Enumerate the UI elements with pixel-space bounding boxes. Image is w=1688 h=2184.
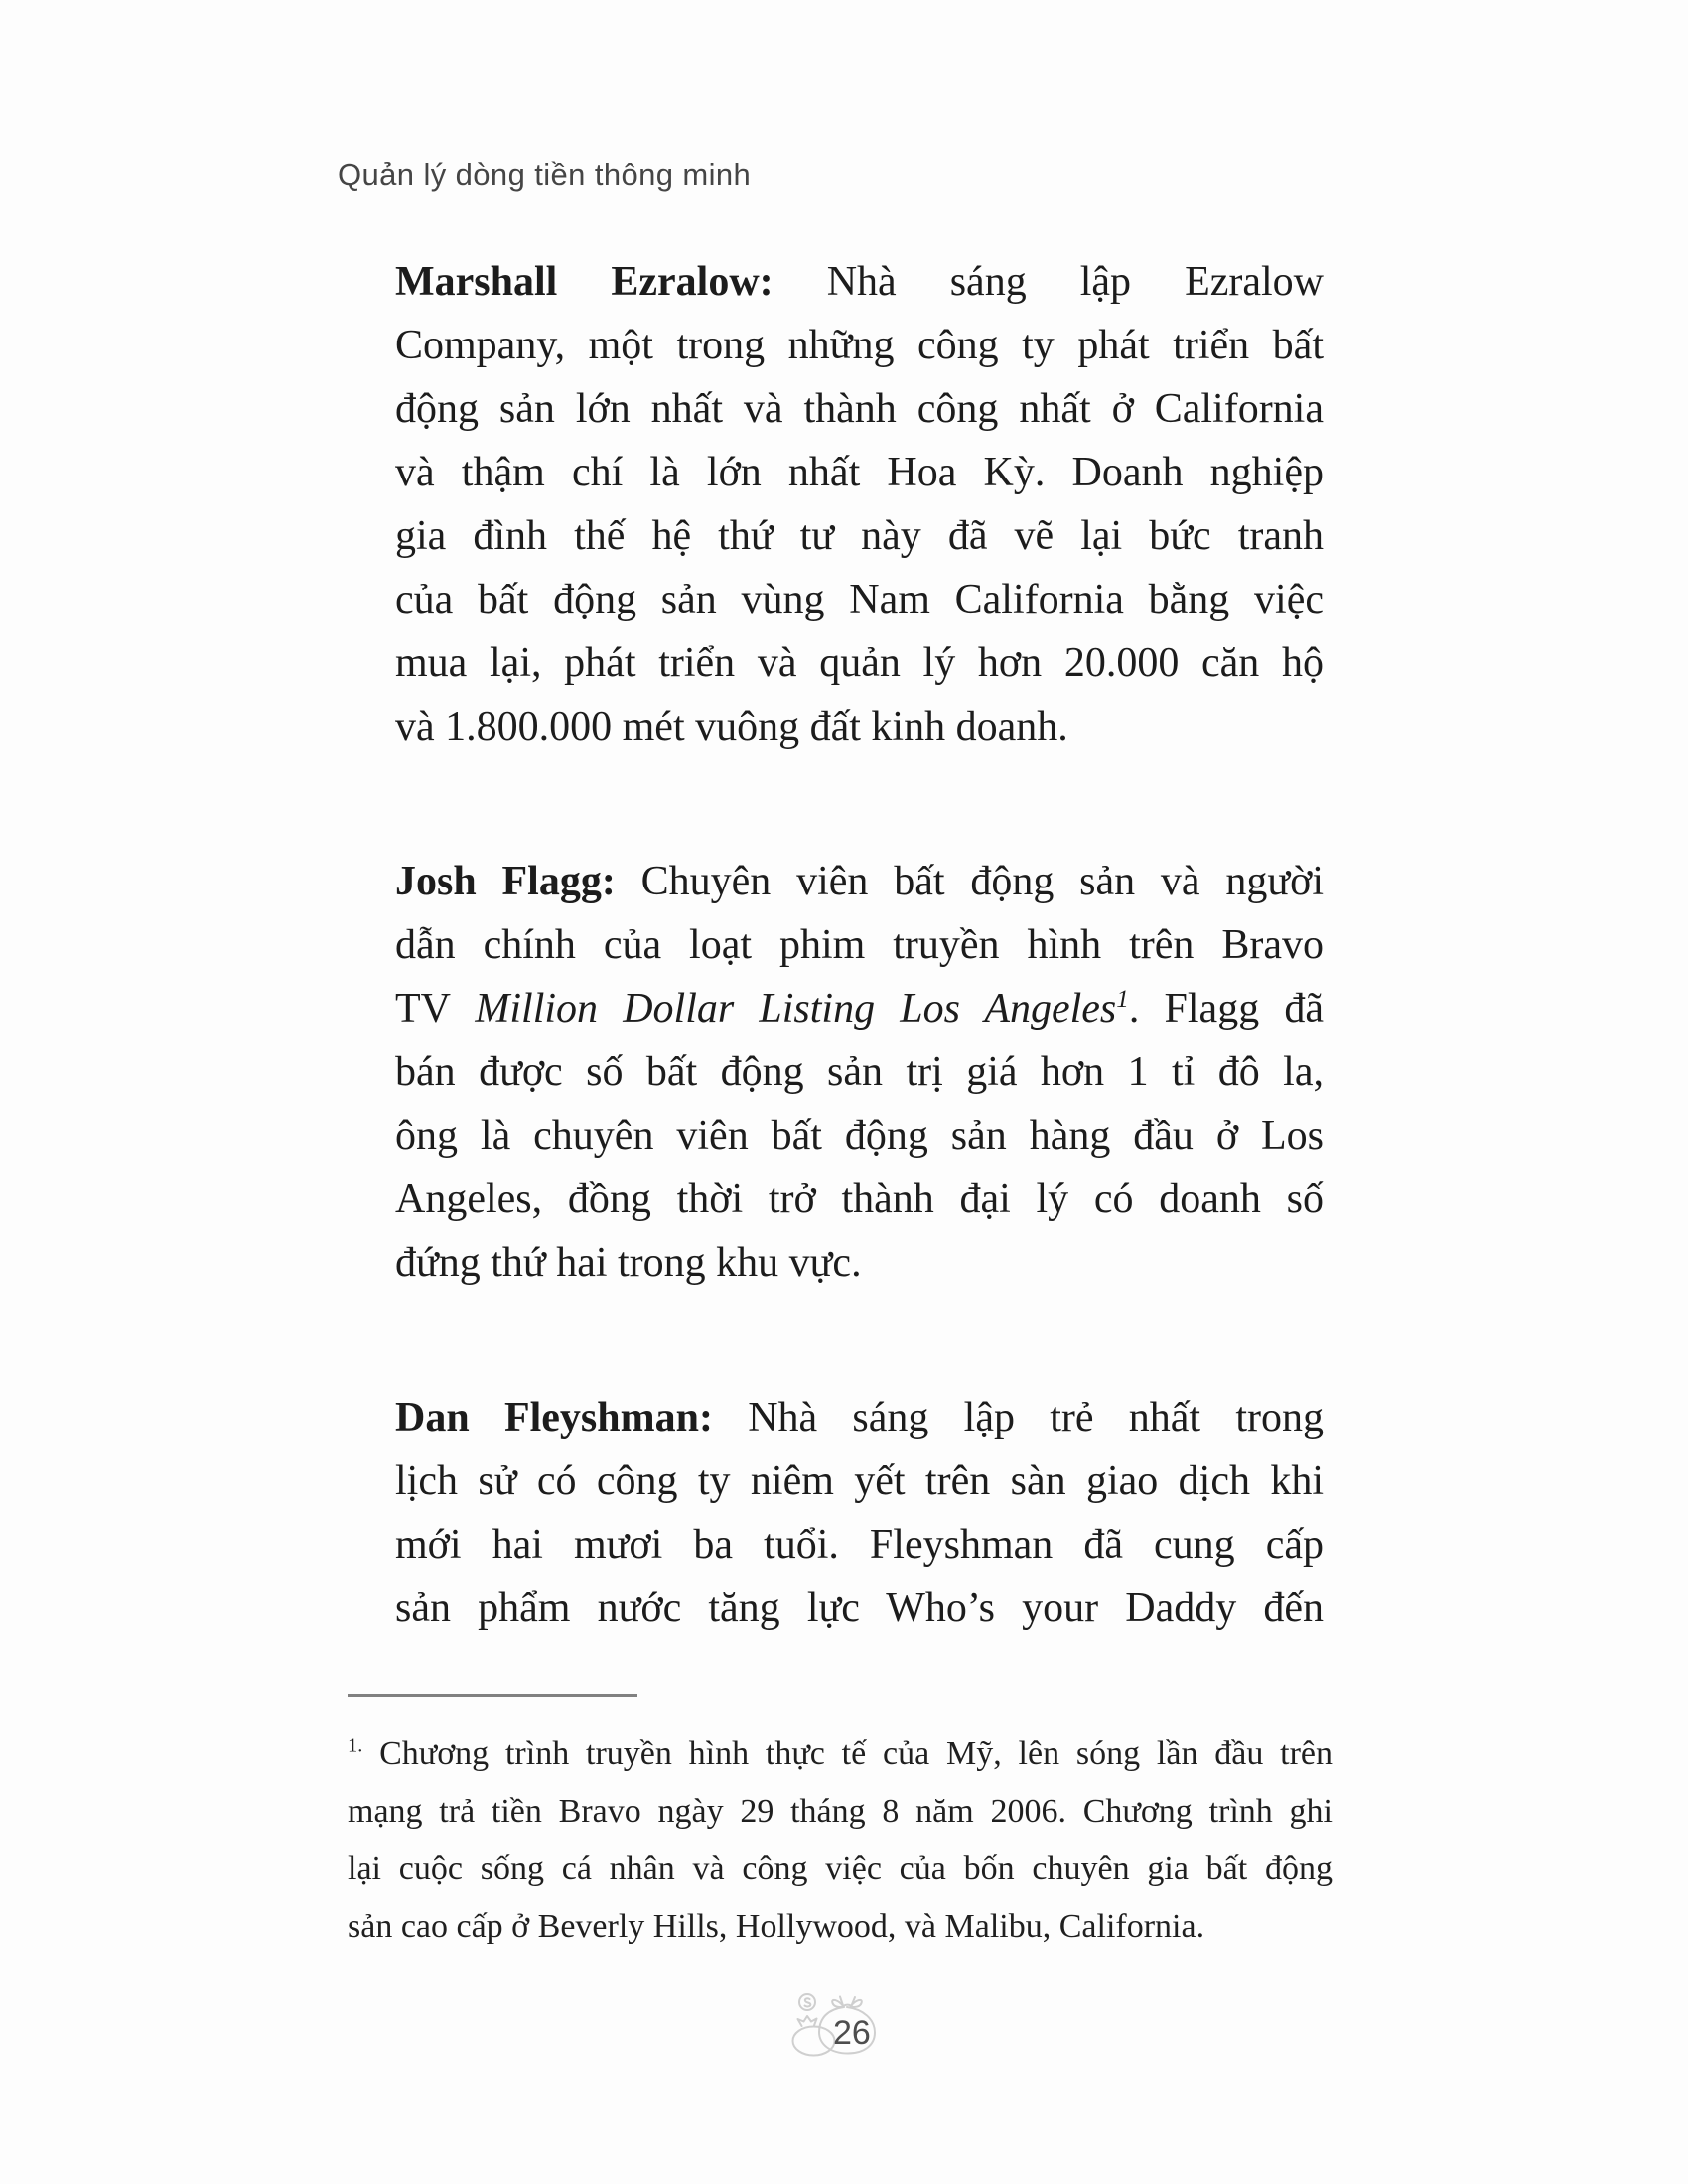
- text-segment: Nhà sáng lập Ezralow: [773, 259, 1325, 305]
- text-segment: Chuyên viên bất động sản và người: [615, 859, 1325, 904]
- text-segment: lịch sử có công ty niêm yết trên sàn giao dịch khi: [395, 1458, 1324, 1504]
- text-segment-sup-italic: 1: [1116, 986, 1129, 1013]
- money-bags-icon: [787, 1979, 889, 2059]
- text-segment: dẫn chính của loạt phim truyền hình trên Bravo: [395, 922, 1324, 968]
- text-segment: Nhà sáng lập trẻ nhất trong: [712, 1395, 1324, 1440]
- footnote-line: [348, 1841, 1333, 1898]
- text-segment: mạng trả tiền Bravo ngày 29 tháng 8 năm 2006. Chương trình ghi: [348, 1793, 1333, 1830]
- body-line: [395, 1576, 1324, 1640]
- text-segment: động sản lớn nhất và thành công nhất ở California: [395, 386, 1324, 432]
- page-footer: [787, 1979, 889, 2059]
- text-segment: TV: [395, 986, 476, 1031]
- text-segment-bold: Dan Fleyshman:: [395, 1395, 713, 1440]
- text-segment: mới hai mươi ba tuổi. Fleyshman đã cung cấp: [395, 1522, 1324, 1568]
- body-line: [395, 977, 1324, 1040]
- text-segment: mua lại, phát triển và quản lý hơn 20.000 căn hộ: [395, 640, 1324, 686]
- text-segment: sản cao cấp ở Beverly Hills, Hollywood, và Malibu, California.: [348, 1908, 1205, 1945]
- body-line: [395, 1040, 1324, 1104]
- body-line: [395, 568, 1324, 631]
- paragraph: [395, 1386, 1324, 1640]
- body-line: [395, 631, 1324, 695]
- body-line: [395, 1231, 1324, 1295]
- running-header: Quản lý dòng tiền thông minh: [338, 157, 752, 192]
- body-line: [395, 850, 1324, 913]
- paragraph: [395, 850, 1324, 1295]
- body-line: [395, 1386, 1324, 1449]
- text-segment-italic: Million Dollar Listing Los Angeles: [475, 986, 1117, 1031]
- text-segment-bold: Marshall Ezralow:: [395, 259, 774, 305]
- text-segment: lại cuộc sống cá nhân và công việc của bốn chuyên gia bất động: [348, 1850, 1333, 1887]
- body-paragraphs: [395, 250, 1324, 1640]
- body-line: [395, 1104, 1324, 1167]
- text-segment: và thậm chí là lớn nhất Hoa Kỳ. Doanh nghiệp: [395, 450, 1324, 495]
- page-number: 26: [833, 2014, 871, 2052]
- footnote-line: [348, 1783, 1333, 1841]
- body-line: [395, 1449, 1324, 1513]
- body-line: [395, 913, 1324, 977]
- text-segment: ông là chuyên viên bất động sản hàng đầu ở Los: [395, 1113, 1324, 1159]
- body-line: [395, 1513, 1324, 1576]
- body-line: [395, 314, 1324, 377]
- body-line: [395, 695, 1324, 758]
- text-segment-sup: 1.: [348, 1734, 363, 1757]
- text-segment: gia đình thế hệ thứ tư này đã vẽ lại bức tranh: [395, 513, 1324, 559]
- footnote-line: [348, 1725, 1333, 1783]
- text-segment-bold: Josh Flagg:: [395, 859, 616, 904]
- footnote-separator: [348, 1694, 637, 1697]
- text-segment: của bất động sản vùng Nam California bằng việc: [395, 577, 1324, 622]
- text-segment: đứng thứ hai trong khu vực.: [395, 1240, 862, 1286]
- body-line: [395, 1167, 1324, 1231]
- footnote: [348, 1725, 1333, 1956]
- paragraph: [395, 250, 1324, 758]
- text-segment: Chương trình truyền hình thực tế của Mỹ, lên sóng lần đầu trên: [362, 1735, 1333, 1772]
- text-segment: và 1.800.000 mét vuông đất kinh doanh.: [395, 704, 1068, 750]
- footnote-line: [348, 1898, 1333, 1956]
- text-segment: . Flagg đã: [1128, 986, 1324, 1031]
- text-segment: Company, một trong những công ty phát triển bất: [395, 323, 1324, 368]
- body-line: [395, 377, 1324, 441]
- body-line: [395, 250, 1324, 314]
- text-segment: bán được số bất động sản trị giá hơn 1 tỉ đô la,: [395, 1049, 1324, 1095]
- body-line: [395, 441, 1324, 504]
- body-line: [395, 504, 1324, 568]
- text-segment: sản phẩm nước tăng lực Who’s your Daddy đến: [395, 1585, 1324, 1631]
- text-segment: Angeles, đồng thời trở thành đại lý có doanh số: [395, 1176, 1324, 1222]
